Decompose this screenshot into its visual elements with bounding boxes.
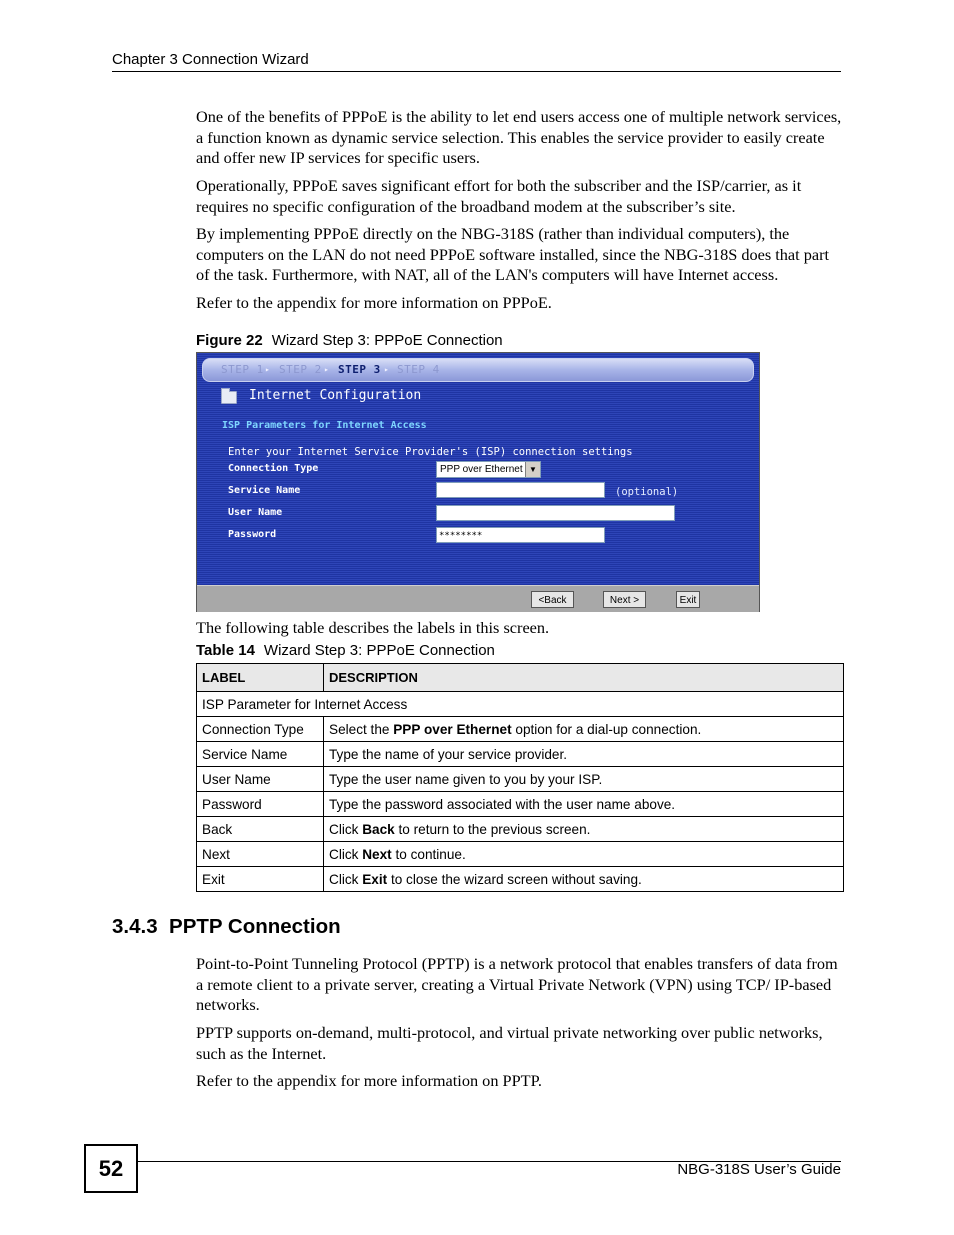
section-heading [112,915,341,939]
wizard-screenshot [196,352,760,612]
running-header: Chapter 3 Connection Wizard [112,51,309,68]
table-cell-label: Connection Type [197,717,324,742]
table-cell-label: Back [197,817,324,842]
step-separator-icon: ▸ [265,365,270,374]
paragraph-pptp-supports: PPTP supports on-demand, multi-protocol, and virtual private networking over public networks, such as the Internet. [196,1023,823,1063]
paragraph-pppoe-benefits: One of the benefits of PPPoE is the ability to let end users access one of multiple network services, a function known as dynamic service selection. This enables the service provider to easily create and offer new IP services for specific users. [196,107,842,167]
table-row [197,867,844,892]
table-cell-description [324,792,844,817]
description-pre: Select the [329,721,394,737]
table-row [197,792,844,817]
step-separator-icon: ▸ [384,365,389,374]
folder-icon [221,391,237,404]
table-caption [196,642,495,659]
description-post: option for a dial-up connection. [511,721,702,737]
table-cell-label: Exit [197,867,324,892]
description-pre: Type the user name given to you by your ISP. [329,771,603,787]
connection-type-value: PPP over Ethernet [440,464,523,475]
table-row [197,742,844,767]
figure-label: Figure 22 [196,332,263,349]
table-header-label: LABEL [197,664,324,692]
wizard-step-bar [202,358,754,382]
password-label: Password [228,529,277,540]
wizard-step-2[interactable]: STEP 2 [279,363,322,376]
section-title: PPTP Connection [169,915,341,938]
header-rule [112,71,841,72]
description-bold: Back [362,821,395,837]
table-label: Table 14 [196,642,255,659]
description-pre: Type the name of your service provider. [329,746,568,762]
figure-title: Wizard Step 3: PPPoE Connection [271,332,503,349]
description-post: to return to the previous screen. [394,821,591,837]
user-name-label: User Name [228,507,283,518]
table-header-description: DESCRIPTION [324,664,844,692]
connection-type-select[interactable] [436,461,541,478]
table-section-cell: ISP Parameter for Internet Access [197,692,844,717]
paragraph-pptp-definition: Point-to-Point Tunneling Protocol (PPTP) is a network protocol that enables transfers of data from a remote client to a private server, creating a Virtual Private Network (VPN) using TCP/ IP-based networks. [196,954,838,1014]
paragraph-pppoe-operational: Operationally, PPPoE saves significant effort for both the subscriber and the ISP/carrier, as it requires no specific configuration of the broadband modem at the subscriber’s site. [196,176,802,216]
table-cell-description [324,842,844,867]
table-cell-description [324,742,844,767]
next-button[interactable]: Next > [603,591,646,608]
description-pre: Click [329,846,363,862]
service-name-label: Service Name [228,485,301,496]
section-number: 3.4.3 [112,915,158,938]
table-title: Wizard Step 3: PPPoE Connection [263,642,495,659]
table-row [197,817,844,842]
exit-button[interactable]: Exit [676,591,700,608]
table-cell-label: Service Name [197,742,324,767]
description-bold: Next [362,846,392,862]
step-separator-icon: ▸ [324,365,329,374]
table-section-row [197,692,844,717]
table-row [197,767,844,792]
description-bold: Exit [362,871,388,887]
description-post: to continue. [391,846,466,862]
footer-guide-title: NBG-318S User’s Guide [677,1161,841,1178]
description-post: to close the wizard screen without saving. [387,871,642,887]
description-bold: PPP over Ethernet [393,721,512,737]
description-pre: Click [329,821,363,837]
table-intro: The following table describes the labels in this screen. [196,618,550,637]
description-table [196,663,844,892]
table-row [197,842,844,867]
password-input[interactable]: ******** [436,527,605,543]
table-cell-description [324,717,844,742]
table-cell-label: Next [197,842,324,867]
table-cell-label: Password [197,792,324,817]
wizard-step-4[interactable]: STEP 4 [397,363,440,376]
description-pre: Type the password associated with the user name above. [329,796,676,812]
service-name-input[interactable] [436,482,605,498]
wizard-instruction: Enter your Internet Service Provider's (ISP) connection settings [228,446,633,458]
table-header-row [197,664,844,692]
back-button[interactable]: <Back [531,591,574,608]
paragraph-pppoe-implementation: By implementing PPPoE directly on the NBG-318S (rather than individual computers), the computers on the LAN do not need PPPoE software installed, since the NBG-318S does that part of the task. Furthermore, with NAT, all of the LAN's computers will have Internet access. [196,224,830,284]
table-row [197,717,844,742]
table-cell-description [324,817,844,842]
user-name-input[interactable] [436,505,675,521]
description-pre: Click [329,871,363,887]
wizard-step-1[interactable]: STEP 1 [221,363,264,376]
paragraph-pppoe-refer: Refer to the appendix for more information on PPPoE. [196,293,552,312]
wizard-button-bar [197,585,759,612]
table-cell-description [324,767,844,792]
table-cell-description [324,867,844,892]
paragraph-pptp-refer: Refer to the appendix for more information on PPTP. [196,1071,542,1090]
figure-caption [196,332,503,349]
wizard-title: Internet Configuration [249,388,422,403]
page-number: 52 [84,1144,138,1193]
table-cell-label: User Name [197,767,324,792]
isp-parameters-heading: ISP Parameters for Internet Access [222,420,427,431]
chevron-down-icon[interactable]: ▼ [525,462,540,477]
service-name-hint: (optional) [615,486,679,498]
connection-type-label: Connection Type [228,463,319,474]
wizard-step-3[interactable]: STEP 3 [338,363,381,376]
